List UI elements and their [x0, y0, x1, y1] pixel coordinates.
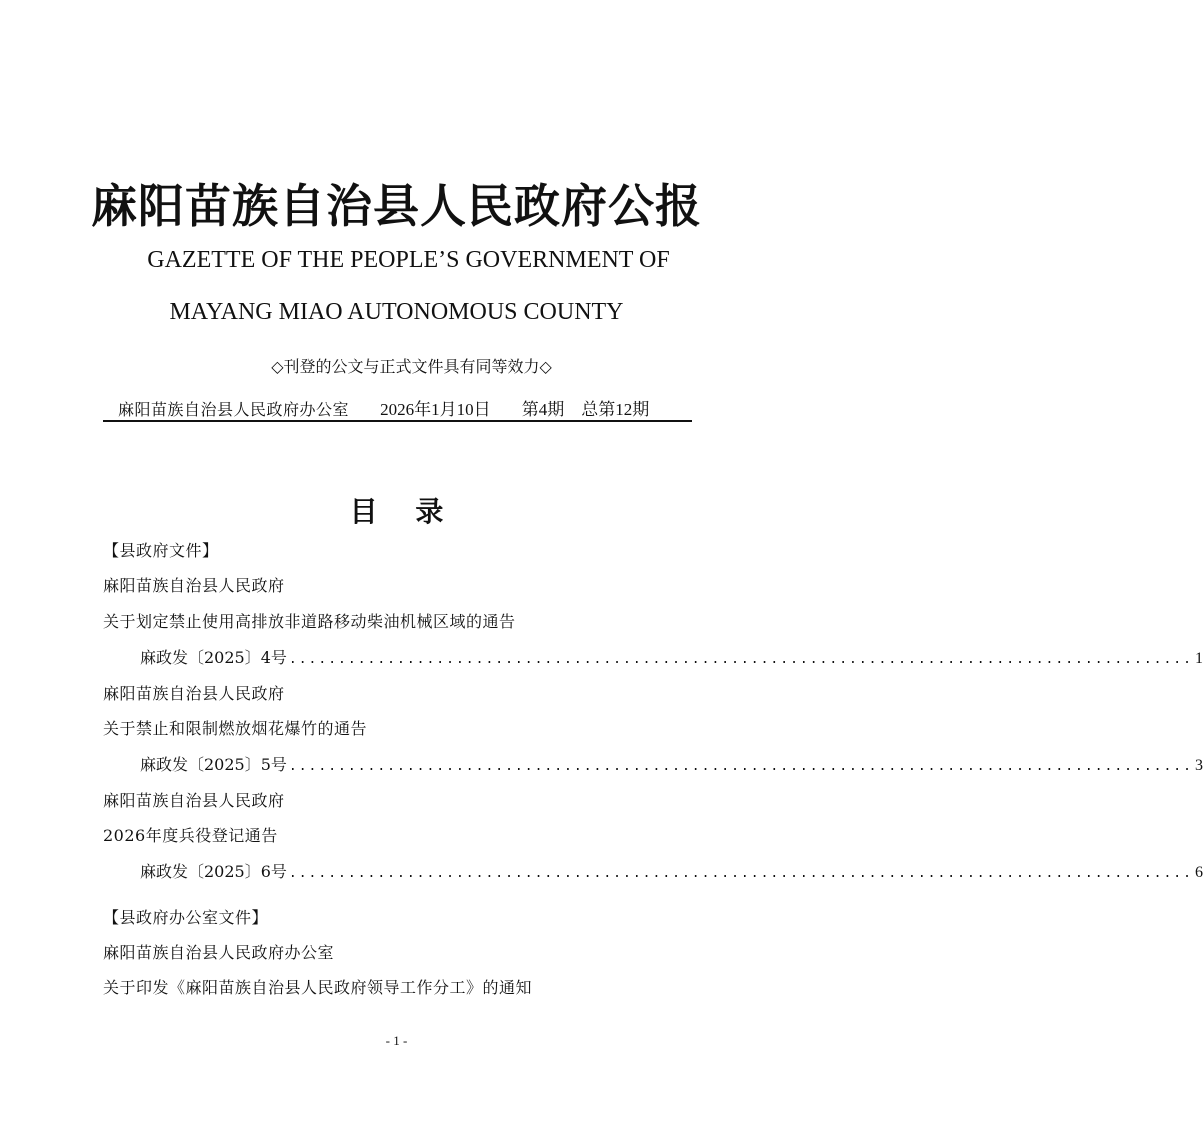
validity-note: ◇刊登的公文与正式文件具有同等效力◇ — [271, 357, 552, 376]
toc-entry-title[interactable]: 关于印发《麻阳苗族自治县人民政府领导工作分工》的通知 — [103, 978, 533, 997]
issue-number: 第4期 — [521, 400, 565, 419]
toc-section-heading: 【县政府办公室文件】 — [103, 908, 269, 927]
header-divider — [103, 420, 692, 422]
toc-entry-doc-number: 麻政发〔2025〕5号 — [140, 755, 287, 774]
toc-entry-title[interactable]: 关于划定禁止使用高排放非道路移动柴油机械区域的通告 — [103, 612, 516, 631]
toc-entry-title[interactable]: 2026年度兵役登记通告 — [103, 826, 278, 845]
toc-entry-issuer: 麻阳苗族自治县人民政府 — [103, 576, 285, 595]
toc-leader-dots: ............................................................................................ — [288, 652, 1193, 667]
toc-entry-doc-number: 麻政发〔2025〕6号 — [140, 862, 287, 881]
issuer: 麻阳苗族自治县人民政府办公室 — [118, 400, 350, 419]
issue-date: 2026年1月10日 — [380, 400, 491, 419]
toc-entry-page: 1 — [1194, 650, 1203, 667]
toc-entry-issuer: 麻阳苗族自治县人民政府办公室 — [103, 943, 335, 962]
toc-entry-issuer: 麻阳苗族自治县人民政府 — [103, 684, 285, 703]
toc-entry-docline[interactable] — [140, 645, 1203, 668]
toc-leader-dots: ............................................................................................ — [288, 759, 1193, 774]
issue-meta — [118, 395, 649, 420]
toc-entry-doc-number: 麻政发〔2025〕4号 — [140, 648, 287, 667]
toc-entry-page: 3 — [1194, 757, 1203, 774]
toc-entry-title[interactable]: 关于禁止和限制燃放烟花爆竹的通告 — [103, 719, 368, 738]
gazette-title: 麻阳苗族自治县人民政府公报 — [91, 179, 702, 233]
toc-title: 目 录 — [349, 495, 458, 528]
toc-section-heading: 【县政府文件】 — [103, 541, 219, 560]
toc-leader-dots: ............................................................................................ — [288, 866, 1193, 881]
gazette-title-en-line2: MAYANG MIAO AUTONOMOUS COUNTY — [169, 299, 624, 325]
gazette-title-en-line1: GAZETTE OF THE PEOPLE’S GOVERNMENT OF — [147, 247, 670, 273]
total-issue-number: 总第12期 — [581, 400, 650, 419]
toc-entry-page: 6 — [1194, 864, 1203, 881]
toc-entry-docline[interactable] — [140, 752, 1203, 775]
page-number: - 1 - — [385, 1033, 408, 1048]
toc-entry-docline[interactable] — [140, 859, 1203, 882]
toc-entry-issuer: 麻阳苗族自治县人民政府 — [103, 791, 285, 810]
